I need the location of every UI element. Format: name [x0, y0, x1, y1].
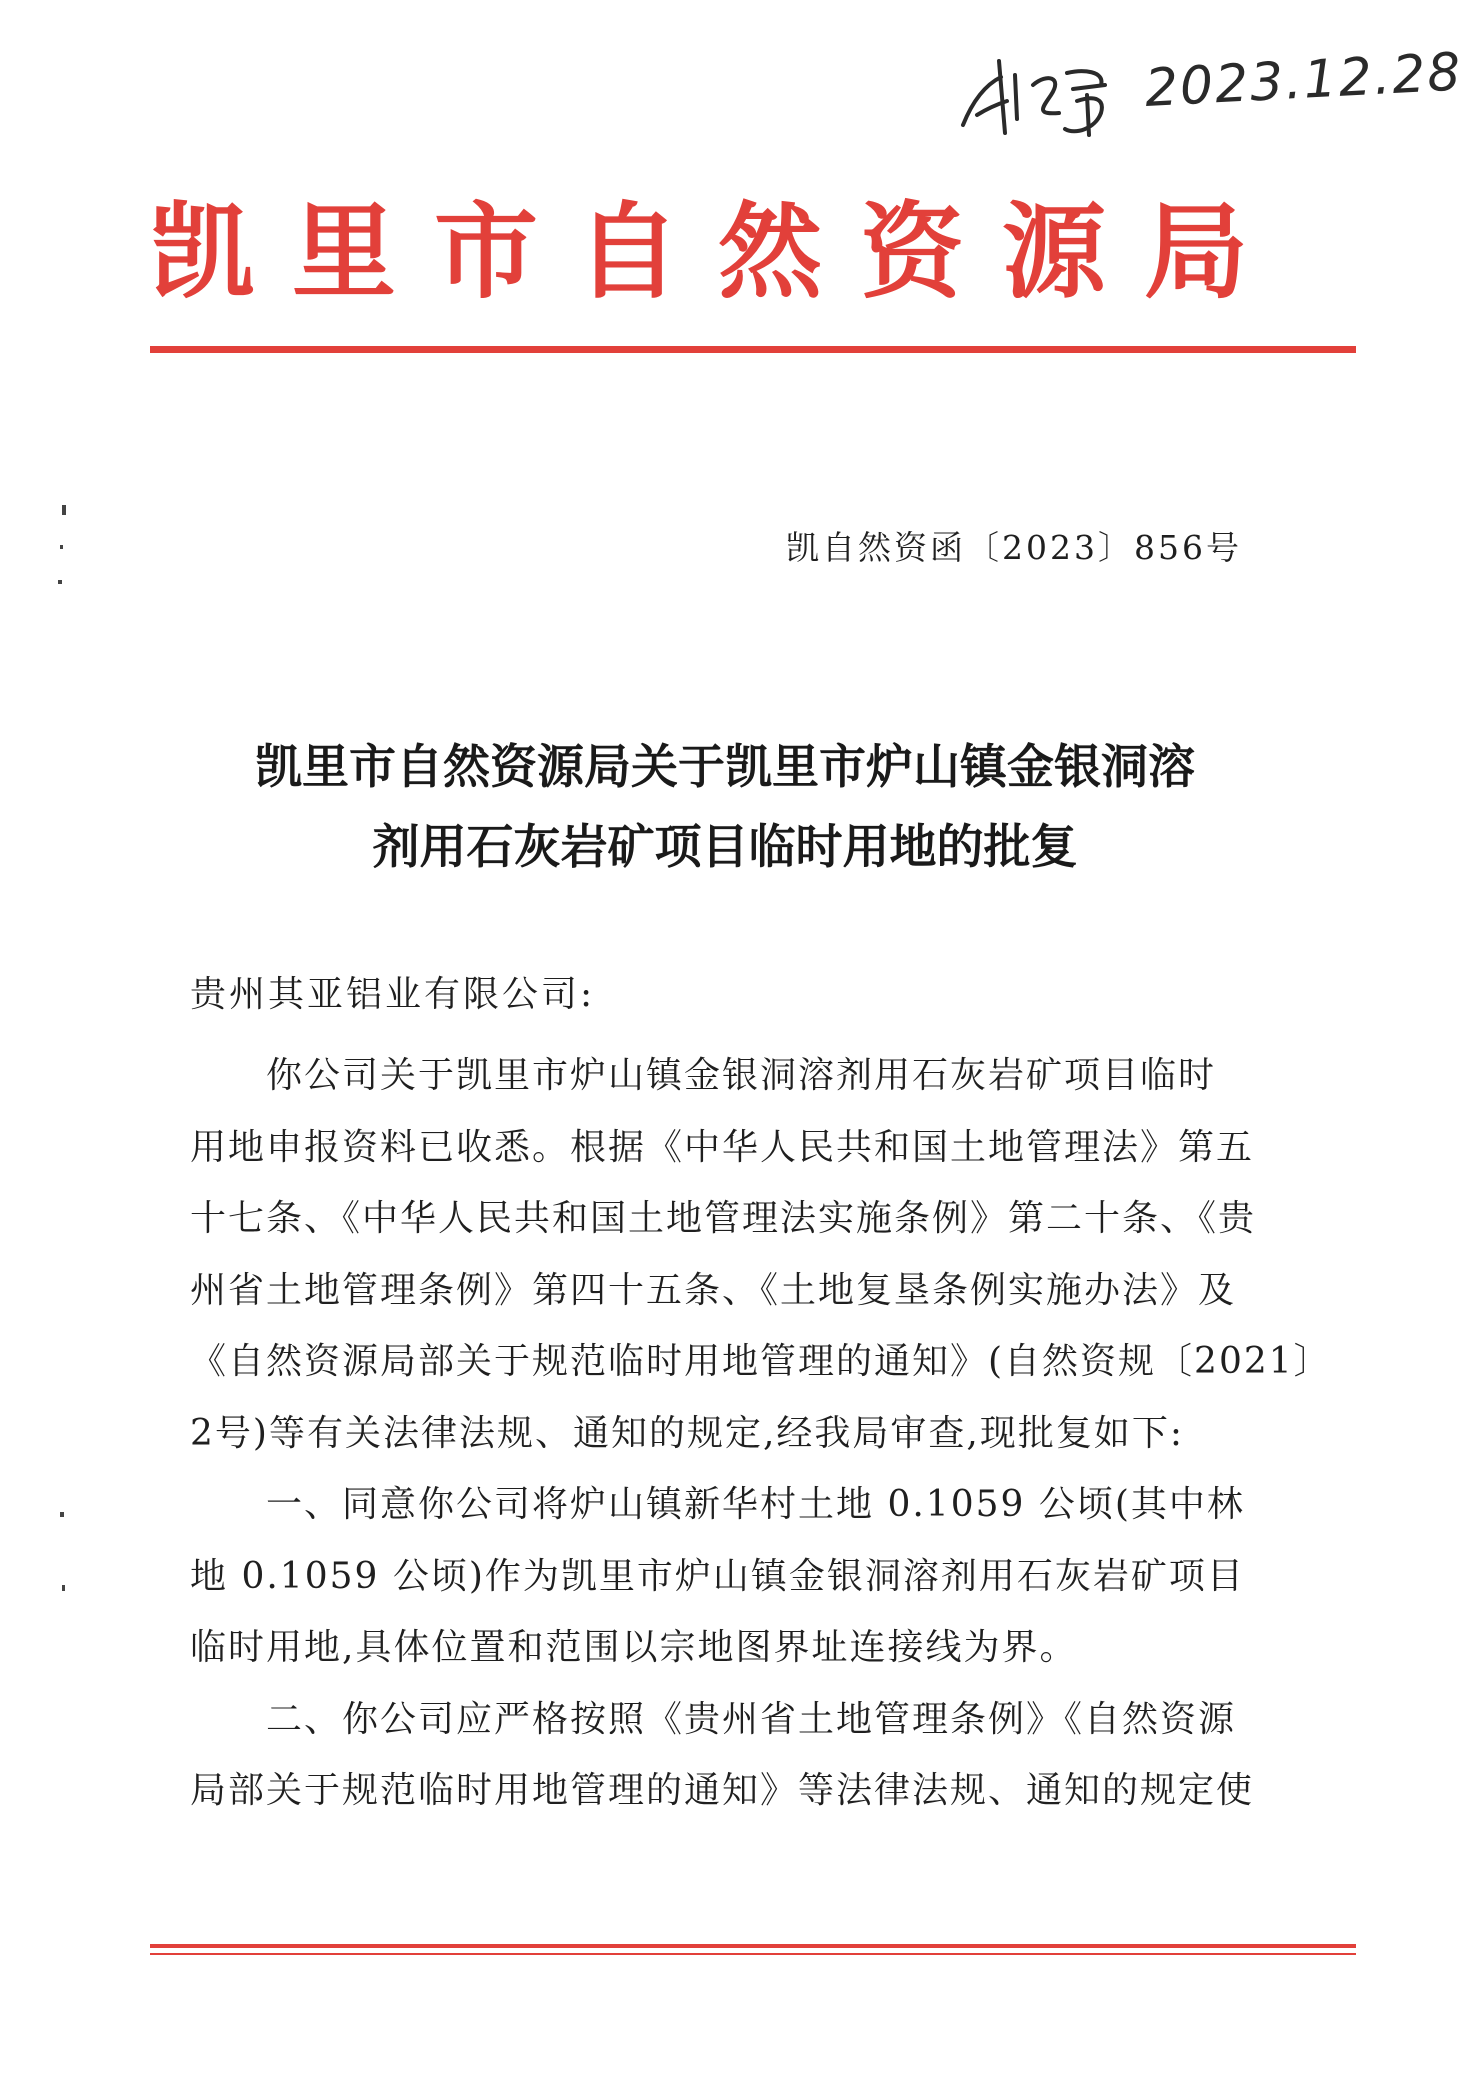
- body-line: 二、你公司应严格按照《贵州省土地管理条例》《自然资源: [266, 1698, 1237, 1740]
- body-line: 你公司关于凯里市炉山镇金银洞溶剂用石灰岩矿项目临时: [266, 1055, 1217, 1096]
- scan-mark: [58, 580, 62, 584]
- body-line: 《自然资源局部关于规范临时用地管理的通知》(自然资规〔2021〕: [190, 1341, 1332, 1382]
- body-line: 地 0.1059 公顷)作为凯里市炉山镇金银洞溶剂用石灰岩矿项目: [190, 1555, 1245, 1597]
- body-line: 用地申报资料已收悉。根据《中华人民共和国土地管理法》第五: [190, 1126, 1255, 1168]
- document-number: 凯自然资函〔2023〕856号: [786, 528, 1242, 567]
- document-body: [190, 1040, 1332, 1827]
- handwritten-annotation: [955, 42, 1464, 145]
- scan-mark: [60, 545, 63, 549]
- handwritten-date: 2023.12.28: [1143, 42, 1464, 119]
- agency-letterhead-title: 凯里市自然资源局: [150, 191, 1287, 313]
- document-subject-line: 凯里市自然资源局关于凯里市炉山镇金银洞溶: [255, 740, 1195, 795]
- footer-divider: [150, 1944, 1356, 1948]
- scan-mark: [60, 1512, 64, 1517]
- body-line: 2号)等有关法律法规、通知的规定,经我局审查,现批复如下:: [190, 1412, 1184, 1454]
- body-line: 临时用地,具体位置和范围以宗地图界址连接线为界。: [190, 1627, 1078, 1668]
- letterhead-divider: [150, 346, 1356, 353]
- body-line: 十七条、《中华人民共和国土地管理法实施条例》第二十条、《贵: [190, 1198, 1257, 1239]
- body-line: 州省土地管理条例》第四十五条、《土地复垦条例实施办法》及: [190, 1269, 1237, 1311]
- body-line: 一、同意你公司将炉山镇新华村土地 0.1059 公顷(其中林: [266, 1484, 1245, 1525]
- footer-divider-thin: [150, 1953, 1356, 1955]
- scan-mark: [62, 505, 66, 515]
- document-subject-line: 剂用石灰岩矿项目临时用地的批复: [372, 820, 1078, 875]
- scan-mark: [62, 1585, 65, 1591]
- body-line: 局部关于规范临时用地管理的通知》等法律法规、通知的规定使: [190, 1770, 1255, 1811]
- recipient-salutation: 贵州其亚铝业有限公司:: [190, 974, 596, 1015]
- document-subject: [150, 728, 1300, 888]
